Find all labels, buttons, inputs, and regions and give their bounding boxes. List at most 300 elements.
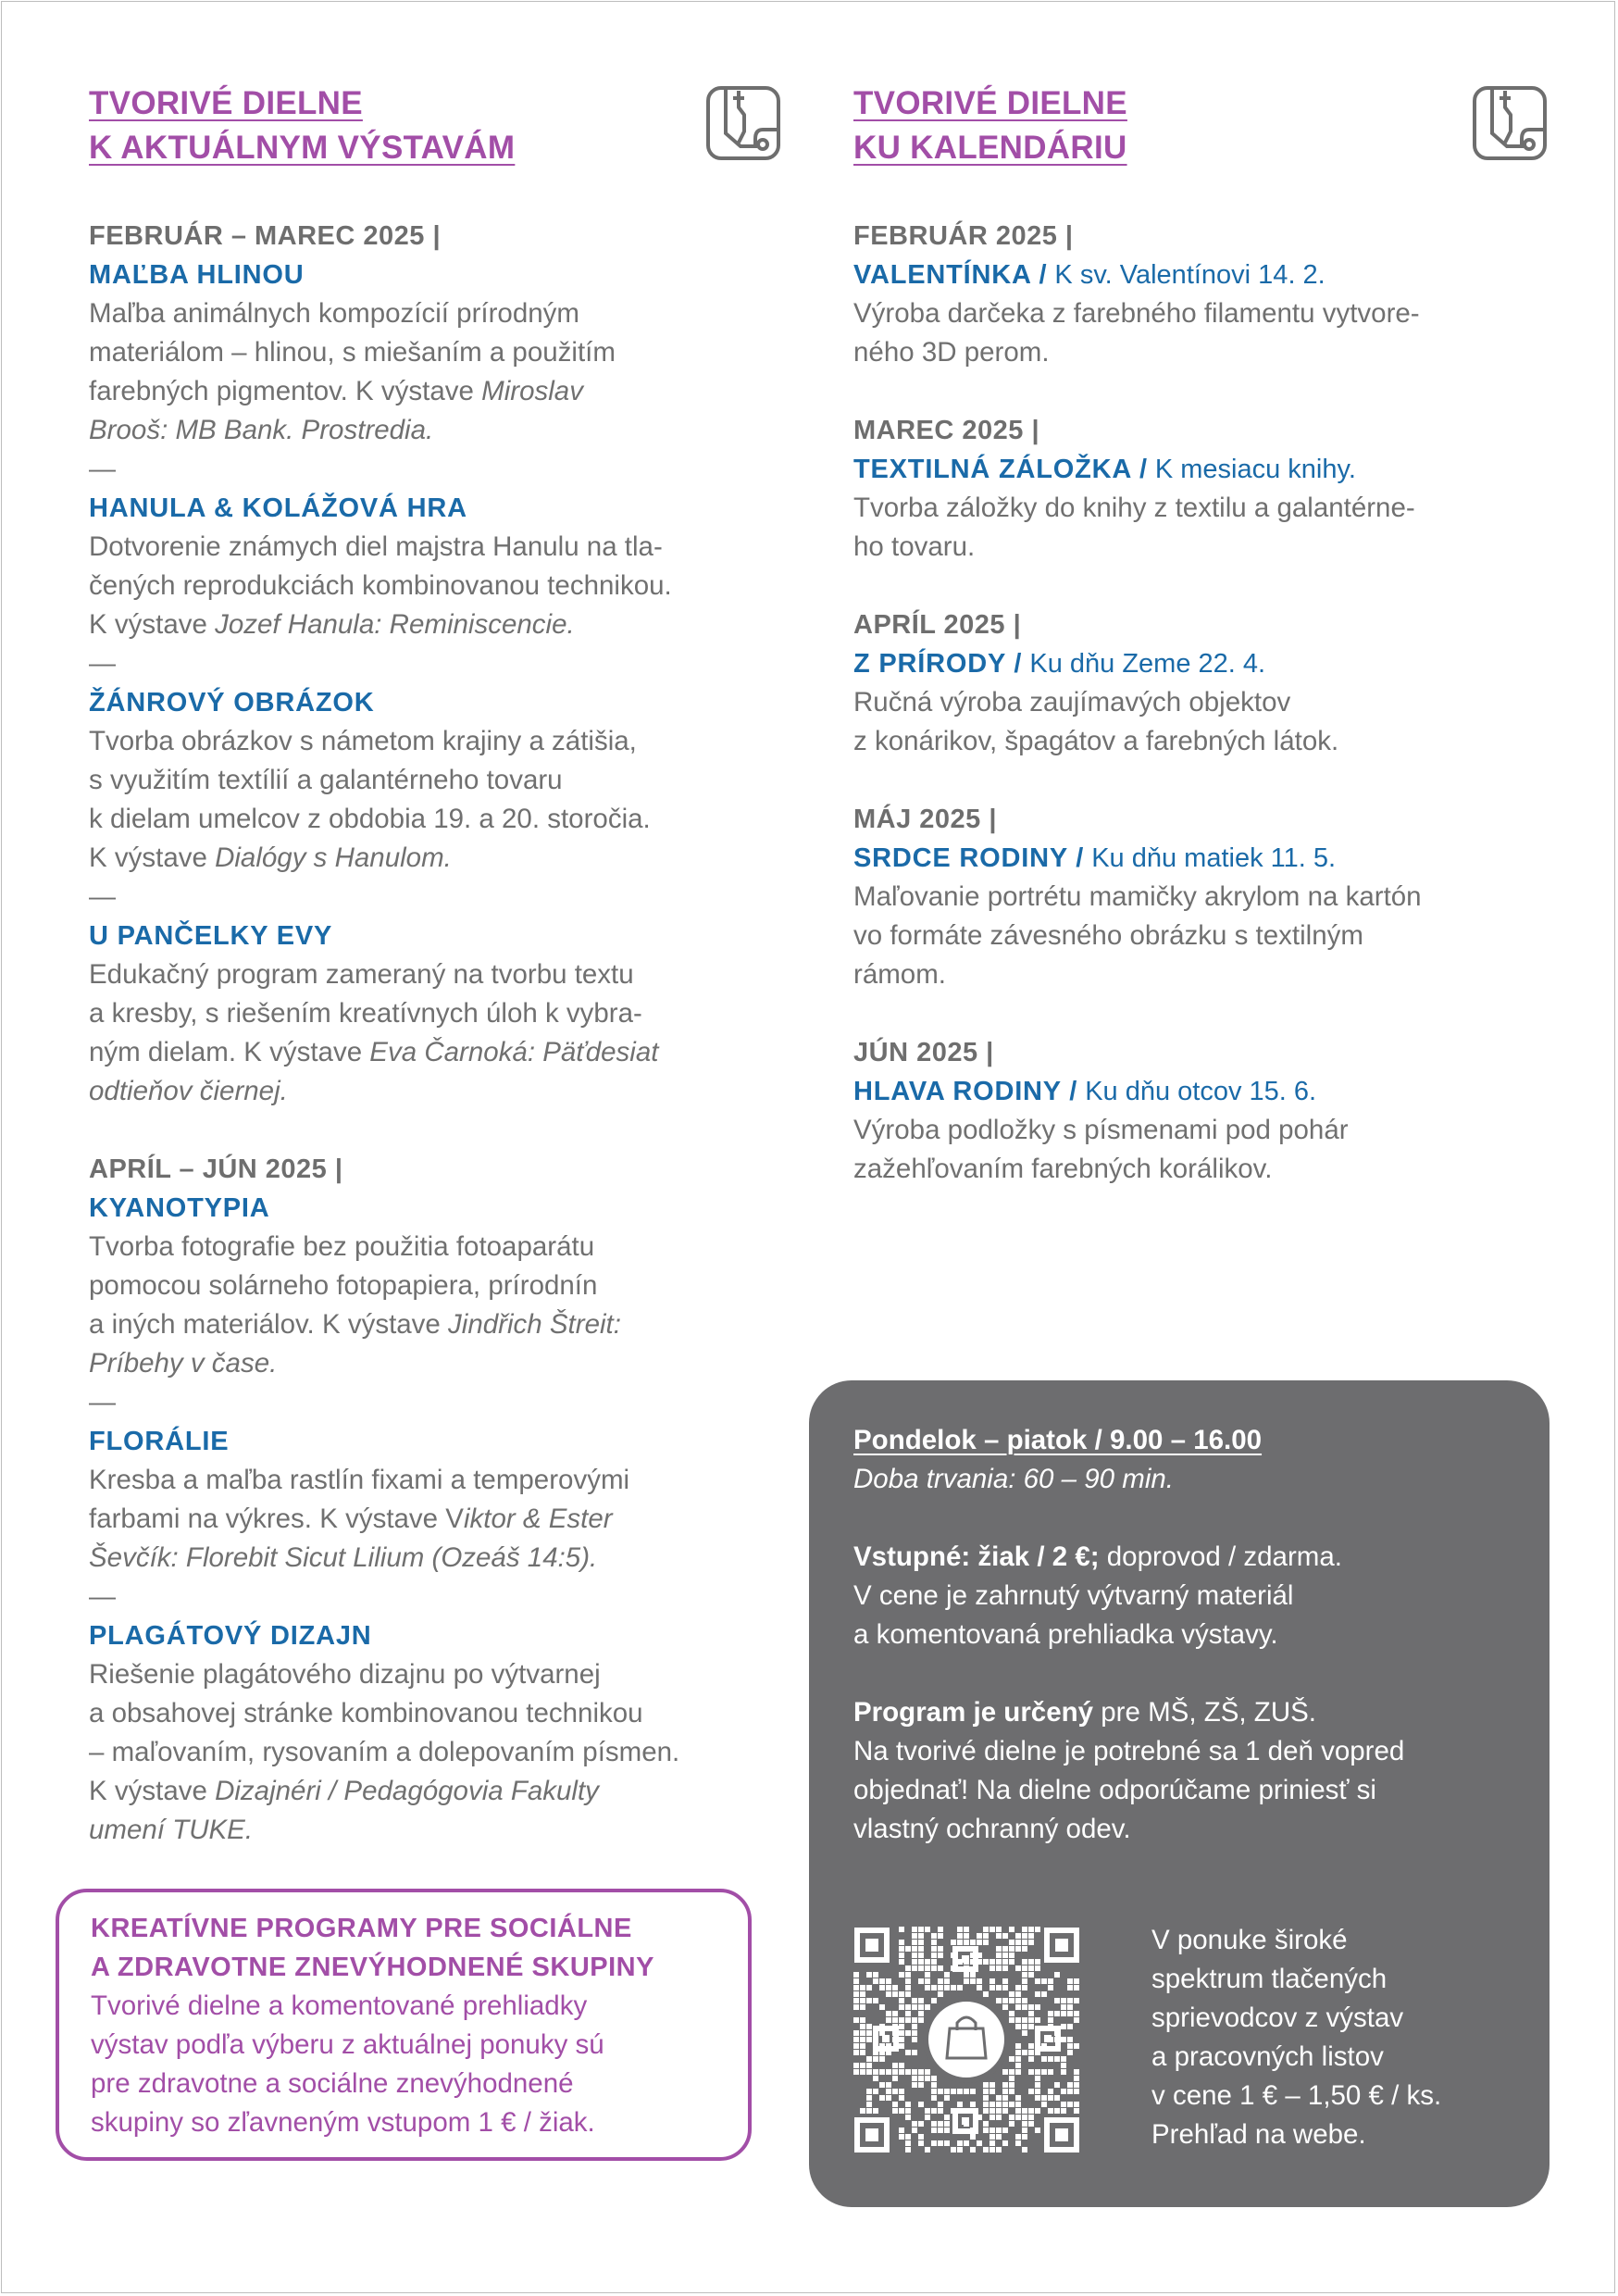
qr-module [1009,2102,1014,2107]
qr-module [853,2050,859,2055]
qr-module [1035,2017,1040,2023]
qr-module [996,1946,1002,1952]
qr-module [899,1972,904,1978]
qr-module [996,1965,1002,1971]
qr-module [1009,2076,1014,2081]
qr-module [1028,2017,1034,2023]
qr-module [938,1978,943,1984]
qr-module [1067,2082,1073,2088]
desc-line: Výroba darčeka z farebného filamentu vytvore- [853,298,1420,329]
guides-line: spektrum tlačených [1151,1964,1388,1994]
qr-module [925,2108,930,2114]
qr-module [977,1933,982,1939]
qr-code[interactable] [853,1927,1080,2153]
qr-module [970,2147,976,2152]
qr-module [1028,2050,1034,2055]
workshop-description [853,878,1538,994]
social-text-line: skupiny so zľavneným vstupom 1 € / žiak. [91,2107,595,2138]
qr-module [1028,2121,1034,2127]
exhibition-name: iktor & Ester [463,1504,613,1534]
qr-module [1067,1998,1073,2003]
qr-module [989,2089,995,2094]
workshop-description [853,683,1538,761]
guides-offer [1151,1921,1522,2154]
qr-module [899,2030,904,2036]
qr-module [1022,1946,1027,1952]
qr-module [931,1959,937,1965]
desc-line: farbami na výkres. K výstave V [89,1504,464,1534]
qr-module [1054,2095,1060,2101]
qr-module [918,1998,924,2003]
qr-module [1041,2102,1047,2107]
qr-module [866,2108,872,2114]
qr-module [886,2082,891,2088]
opening-hours: Pondelok – piatok / 9.00 – 16.00 [853,1425,1263,1455]
qr-module [879,2069,885,2075]
qr-module [912,1940,917,1945]
entry-occasion: K mesiacu knihy. [1147,455,1356,484]
qr-module [873,2108,878,2114]
qr-module [866,1972,872,1978]
period-label: APRÍL – JÚN 2025 | [89,1154,343,1184]
qr-module [1074,1985,1079,1990]
qr-module [860,2037,865,2042]
qr-module [1009,2121,1014,2127]
qr-module [970,1978,976,1984]
qr-module [1022,1985,1027,1990]
social-text-line: výstav podľa výberu z aktuálnej ponuky sú [91,2029,604,2060]
qr-module [905,1965,911,1971]
program-line: vlastný ochranný odev. [853,1814,1131,1844]
qr-module [912,1946,917,1952]
qr-module [989,2082,995,2088]
qr-module [886,1978,891,1984]
qr-module [1022,2128,1027,2133]
qr-module [905,2069,911,2075]
qr-module [996,1985,1002,1990]
social-text-line: Tvorivé dielne a komentované prehliadky [91,1990,588,2021]
qr-module [860,2069,865,2075]
qr-module [1074,1978,1079,1984]
right-column [853,81,1538,1189]
qr-module [905,2102,911,2107]
exhibition-name: Dizajnéri / Pedagógovia Fakulty [215,1776,599,1806]
desc-line: Ručná výroba zaujímavých objektov [853,687,1291,718]
qr-module [925,2115,930,2120]
qr-module [1015,2050,1021,2055]
workshop-description [89,1655,774,1850]
qr-module [879,2095,885,2101]
desc-line: – maľovaním, rysovaním a dolepovaním písmen. [89,1737,680,1767]
qr-module [912,2082,917,2088]
qr-module [1028,1972,1034,1978]
qr-module [1061,2069,1066,2075]
qr-module [905,2004,911,2010]
qr-module [853,1991,859,1997]
qr-module [918,2140,924,2146]
qr-module [912,1998,917,2003]
qr-module [873,1978,878,1984]
qr-module [905,2017,911,2023]
entry-title: HLAVA RODINY / [853,1077,1078,1106]
entry-occasion: Ku dňu Zeme 22. 4. [1022,649,1266,679]
qr-module [983,2102,989,2107]
workshop-description [89,722,774,878]
workshop-title [853,839,1538,878]
qr-module [1015,1991,1021,1997]
left-title-line-1: TVORIVÉ DIELNE [89,85,363,121]
qr-module [996,2128,1002,2133]
qr-module [1061,2037,1066,2042]
desc-line: čených reprodukciách kombinovanou technikou. [89,570,672,601]
workshop-title [853,256,1538,294]
qr-module [1074,2102,1079,2107]
qr-module [1015,2004,1021,2010]
qr-module [931,1985,937,1990]
separator-dash: — [89,1582,116,1612]
qr-module [1022,2147,1027,2152]
qr-module [892,2063,898,2068]
qr-module [1022,1965,1027,1971]
separator-dash: — [89,649,116,679]
qr-module [918,1965,924,1971]
qr-module [925,2076,930,2081]
qr-module [853,2043,859,2049]
qr-module [918,2076,924,2081]
qr-module [1074,2011,1079,2016]
qr-module [1028,2056,1034,2062]
qr-module [873,2056,878,2062]
qr-module [1028,2115,1034,2120]
qr-module [879,2056,885,2062]
qr-module [931,2076,937,2081]
workshop-description [89,955,774,1111]
desc-line: farebných pigmentov. K výstave [89,376,482,406]
qr-module [1002,2089,1008,2094]
qr-module [989,2102,995,2107]
qr-module [938,1953,943,1958]
qr-module [1061,2056,1066,2062]
calendar-entry [853,217,1538,372]
qr-module [944,1978,950,1984]
qr-module [1015,1985,1021,1990]
qr-module [912,2017,917,2023]
qr-module [983,1933,989,1939]
qr-module [905,2011,911,2016]
qr-module [853,1985,859,1990]
qr-module [938,2108,943,2114]
qr-module [1054,1972,1060,1978]
desc-line: Tvorba záložky do knihy z textilu a galantérne- [853,493,1415,523]
qr-module [977,1978,982,1984]
qr-module [905,2147,911,2152]
qr-module [866,2037,872,2042]
qr-module [977,2140,982,2146]
qr-module [1067,2050,1073,2055]
qr-module [879,2004,885,2010]
desc-line: K výstave [89,609,216,640]
qr-module [964,1933,969,1939]
qr-module [925,2004,930,2010]
desc-line: a obsahovej stránke kombinovanou technikou [89,1698,643,1728]
period-label: FEBRUÁR 2025 | [853,221,1074,251]
qr-module [892,2102,898,2107]
qr-module [938,2128,943,2133]
qr-module [1015,1965,1021,1971]
qr-module [1022,2004,1027,2010]
qr-module [1067,2004,1073,2010]
qr-module [853,2063,859,2068]
program-line: objednať! Na dielne odporúčame priniesť si [853,1775,1376,1805]
qr-module [951,1985,956,1990]
period-label: JÚN 2025 | [853,1038,994,1067]
qr-module [957,2140,963,2146]
qr-module [1041,2069,1047,2075]
qr-module [912,1927,917,1932]
exhibition-name: Dialógy s Hanulom. [215,842,452,873]
qr-module [866,2030,872,2036]
social-programs-title [91,1909,718,1987]
desc-line: K výstave [89,1776,216,1806]
qr-module [983,2089,989,2094]
qr-module [1061,2089,1066,2094]
qr-module [989,2147,995,2152]
qr-module [989,1927,995,1932]
desc-line: Výroba podložky s písmenami pod pohár [853,1115,1349,1145]
qr-module [989,2140,995,2146]
qr-module [983,1959,989,1965]
qr-module [918,2102,924,2107]
qr-module [1067,1985,1073,1990]
entry-title: SRDCE RODINY / [853,843,1085,873]
qr-module [970,2134,976,2140]
qr-module [1048,2017,1053,2023]
qr-module [925,2147,930,2152]
qr-module [899,1953,904,1958]
desc-line: k dielam umelcov z obdobia 19. a 20. storočia. [89,804,651,834]
qr-module [1002,1946,1008,1952]
qr-module [1067,2089,1073,2094]
qr-module [996,2115,1002,2120]
qr-module [860,1985,865,1990]
qr-module [1074,1998,1079,2003]
qr-module [918,2121,924,2127]
program-label: Program je určený [853,1697,1094,1728]
qr-module [1048,2089,1053,2094]
social-title-line: A ZDRAVOTNE ZNEVÝHODNENÉ SKUPINY [91,1953,654,1982]
qr-module [951,2089,956,2094]
qr-module [1002,2102,1008,2107]
program-rest: pre MŠ, ZŠ, ZUŠ. [1093,1697,1317,1728]
qr-module [1028,2011,1034,2016]
left-column [89,81,774,1850]
qr-module [860,1991,865,1997]
palette-brush-icon [705,85,781,161]
social-programs-box [56,1889,752,2161]
qr-module [886,2017,891,2023]
qr-module [1054,2011,1060,2016]
qr-module [866,2063,872,2068]
qr-module [1028,2024,1034,2029]
qr-module [983,2108,989,2114]
qr-module [1054,2056,1060,2062]
qr-module [1028,1959,1034,1965]
entry-occasion: Ku dňu matiek 11. 5. [1084,843,1337,873]
qr-module [938,2102,943,2107]
desc-line: a kresby, s riešením kreatívnych úloh k vybra- [89,998,642,1029]
workshop-description [853,489,1538,567]
qr-module [899,2043,904,2049]
qr-module [886,2069,891,2075]
qr-module [1009,1946,1014,1952]
qr-module [873,2069,878,2075]
qr-module [1022,1940,1027,1945]
qr-module [983,2147,989,2152]
qr-module [899,1998,904,2003]
qr-module [964,1927,969,1932]
workshop-title [853,644,1538,683]
qr-module [1048,2095,1053,2101]
qr-module [1035,2004,1040,2010]
calendar-entry [853,800,1538,994]
duration: Doba trvania: 60 – 90 min. [853,1464,1175,1494]
qr-module [957,1940,963,1945]
qr-module [1009,1991,1014,1997]
qr-module [1048,1978,1053,1984]
qr-module [938,1985,943,1990]
qr-module [1074,2069,1079,2075]
qr-module [899,2037,904,2042]
qr-module [873,2089,878,2094]
qr-module [1002,2140,1008,2146]
qr-module [1022,2030,1027,2036]
qr-module [989,1978,995,1984]
qr-module [1002,1959,1008,1965]
qr-module [912,2024,917,2029]
desc-line: vo formáte závesného obrázku s textilným [853,920,1363,951]
qr-module [957,1985,963,1990]
qr-module [1035,2089,1040,2094]
qr-module [899,2024,904,2029]
desc-line: zažehľovaním farebných korálikov. [853,1154,1273,1184]
qr-module [1074,2089,1079,2094]
workshop-title [853,1072,1538,1111]
qr-module [899,2063,904,2068]
qr-module [892,2076,898,2081]
qr-module [1002,2004,1008,2010]
right-title-line-1: TVORIVÉ DIELNE [853,85,1127,121]
qr-module [905,2108,911,2114]
exhibition-name: Eva Čarnoká: Päťdesiat [369,1037,659,1067]
guides-line: V ponuke široké [1151,1925,1348,1955]
social-title-line: KREATÍVNE PROGRAMY PRE SOCIÁLNE [91,1914,632,1943]
workshop-title: MAĽBA HLINOU [89,260,305,290]
qr-module [970,2102,976,2107]
qr-module [1022,2017,1027,2023]
qr-module [912,2004,917,2010]
qr-module [1002,1933,1008,1939]
qr-module [964,1940,969,1945]
entry-occasion: Ku dňu otcov 15. 6. [1077,1077,1317,1106]
qr-module [899,2108,904,2114]
qr-module [912,2069,917,2075]
qr-module [1067,2043,1073,2049]
exhibition-name: Jindřich Štreit: [448,1309,621,1340]
qr-module [1074,2108,1079,2114]
qr-module [1009,2082,1014,2088]
period-label: MÁJ 2025 | [853,805,997,834]
qr-module [931,1933,937,1939]
qr-module [905,2134,911,2140]
qr-module [1015,2063,1021,2068]
qr-module [892,1985,898,1990]
exhibition-name: odtieňov čiernej. [89,1076,288,1106]
exhibition-name: Príbehy v čase. [89,1348,278,1379]
social-programs-text [91,1987,718,2142]
qr-module [1054,2108,1060,2114]
qr-module [989,2134,995,2140]
qr-module [944,1972,950,1978]
qr-module [1002,1965,1008,1971]
qr-module [1028,1965,1034,1971]
qr-module [1009,1940,1014,1945]
qr-module [1022,1959,1027,1965]
entry-occasion: K sv. Valentínovi 14. 2. [1047,260,1326,290]
workshop-description [89,1461,774,1578]
qr-module [886,1985,891,1990]
qr-module [1002,2095,1008,2101]
qr-module [996,2095,1002,2101]
qr-module [983,1927,989,1932]
qr-module [918,1959,924,1965]
qr-module [1028,1927,1034,1932]
qr-module [1074,2076,1079,2081]
qr-module [899,2128,904,2133]
qr-module [1015,1998,1021,2003]
qr-module [899,2134,904,2140]
qr-module [1061,2102,1066,2107]
guides-line: Prehľad na webe. [1151,2119,1366,2150]
qr-module [1015,1933,1021,1939]
qr-module [931,2108,937,2114]
qr-module [996,1959,1002,1965]
qr-module [899,2017,904,2023]
desc-line: Maľovanie portrétu mamičky akrylom na kartón [853,881,1422,912]
qr-module [1002,2128,1008,2133]
qr-module [1022,2108,1027,2114]
qr-module [1067,2011,1073,2016]
qr-module [1067,2037,1073,2042]
qr-module [1035,2082,1040,2088]
qr-module [1015,2056,1021,2062]
qr-module [918,1933,924,1939]
qr-module [925,1978,930,1984]
qr-module [931,1998,937,2003]
qr-module [1048,2011,1053,2016]
info-box [809,1380,1550,2207]
qr-module [996,1933,1002,1939]
qr-module [912,1959,917,1965]
qr-module [860,2043,865,2049]
qr-module [892,1991,898,1997]
qr-module [1022,2024,1027,2029]
period-label: MAREC 2025 | [853,416,1040,445]
qr-module [912,1933,917,1939]
desc-line: Kresba a maľba rastlín fixami a temperovými [89,1465,630,1495]
qr-module [931,2089,937,2094]
qr-module [989,1959,995,1965]
qr-module [931,2082,937,2088]
